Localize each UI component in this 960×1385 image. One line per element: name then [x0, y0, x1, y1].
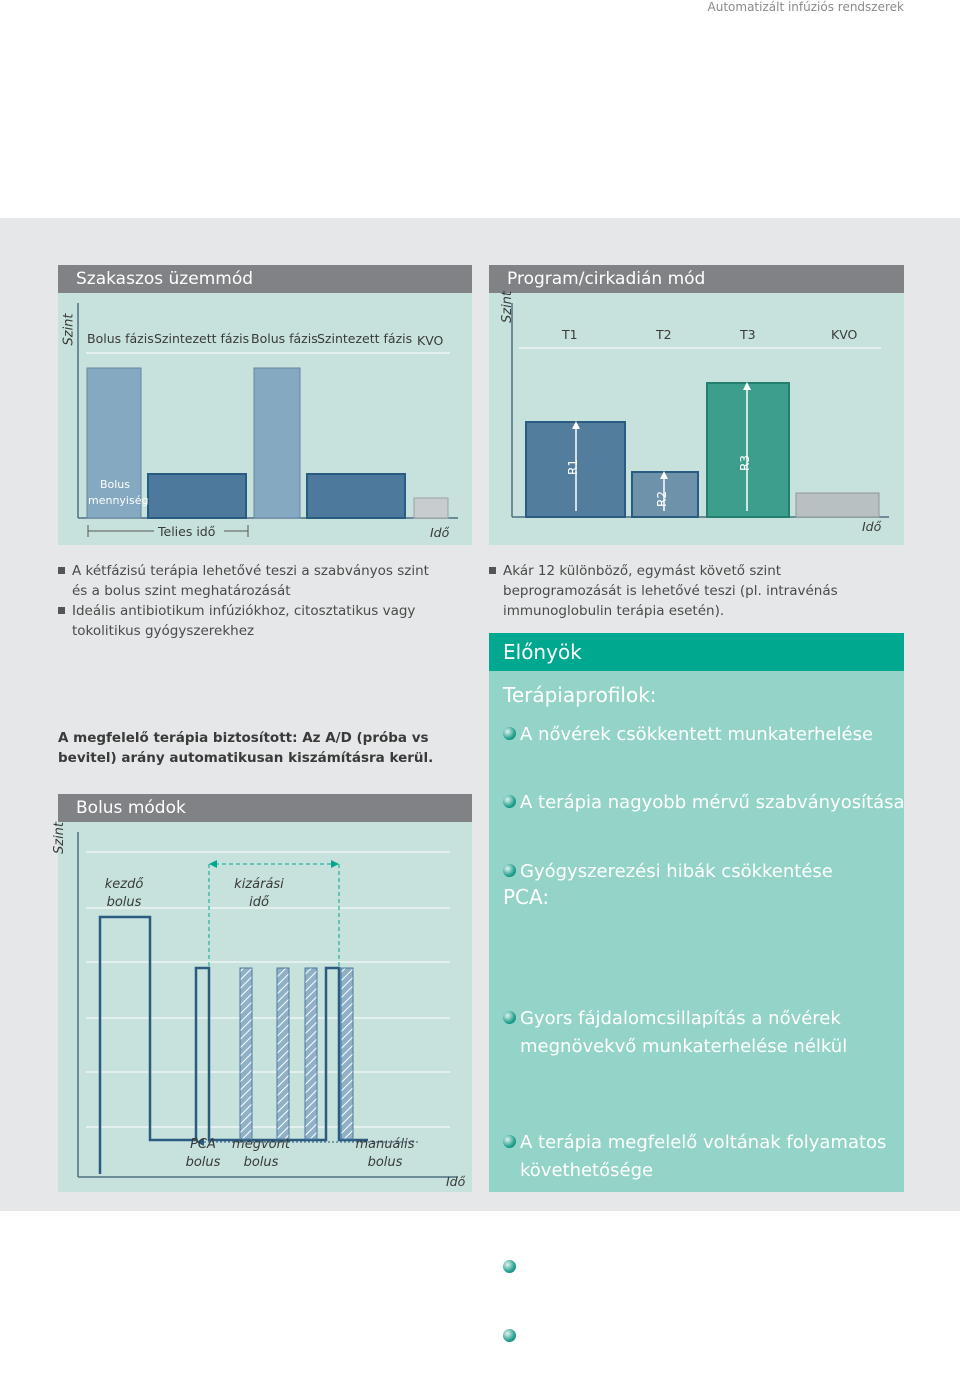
intermittent-bullets: [58, 561, 438, 641]
pca-benefit-1-line2: megnövekvő munkaterhelése nélkül: [520, 1036, 848, 1057]
bullet-dot-icon: [503, 1260, 516, 1273]
withdrawn-bolus-1: [240, 968, 252, 1139]
profile-benefit-3-text: Gyógyszerezési hibák csökkentése: [520, 861, 833, 882]
y-axis-label-text: Szint: [500, 290, 515, 323]
rate-label-r2: [655, 491, 669, 507]
y-axis-label: Szint: [61, 313, 77, 346]
manual-bolus-label: [350, 1136, 420, 1172]
pca-benefit-4-line1: [520, 1323, 918, 1357]
lockout-arrow-right: [331, 860, 339, 868]
profile-benefit-2-text: A terápia nagyobb mérvű szabványosítása: [520, 792, 905, 813]
rate-label-r3-text: R3: [738, 455, 752, 471]
program-mode-title: Program/cirkadián mód: [489, 265, 904, 293]
lockout-time-line1: kizárási: [234, 877, 284, 892]
profile-benefit-3: [503, 858, 918, 886]
kvo-bar: [796, 493, 879, 517]
pca-benefit-4-line2: Space eszközzel kompatibilis: [520, 1360, 781, 1381]
bullet-dot-icon: [503, 727, 516, 740]
level-bar-1: [148, 474, 246, 518]
bullet-item: Ideális antibiotikum infúziókhoz, citosztatikus vagy tokolitikus gyógyszerekhez: [58, 601, 438, 641]
rate-label-r1-text: R1: [566, 459, 580, 475]
phase-label-2: Szintezett fázis: [154, 331, 250, 346]
rate-label-r3: [738, 455, 752, 471]
pca-benefit-2-line1: A terápia megfelelő voltának folyamatos: [520, 1132, 887, 1153]
bullet-dot-icon: [503, 1011, 516, 1024]
profile-benefit-2: [503, 789, 918, 817]
x-axis-label: Idő: [430, 525, 450, 540]
pca-benefit-2-line2: követhetősége: [520, 1160, 654, 1181]
pca-benefit-4: [503, 1323, 918, 1385]
phase-label-t3: T3: [740, 327, 756, 342]
rate-label-r2-text: R2: [655, 491, 669, 507]
bolus-modes-chart: [52, 821, 472, 1192]
initial-bolus-line2: bolus: [106, 895, 142, 910]
telies-ido-label: Telies idő: [158, 524, 216, 539]
lockout-time-label: [226, 876, 292, 912]
pca-bolus-label: [178, 1136, 228, 1172]
phase-label-4: Szintezett fázis: [317, 331, 413, 346]
intermittent-mode-chart: [58, 293, 472, 545]
bullet-dot-icon: [503, 864, 516, 877]
rate-bar-r3: [707, 383, 789, 517]
phase-label-t1: T1: [562, 327, 578, 342]
profiles-heading: Terápiaprofilok:: [503, 683, 657, 707]
intermittent-mode-title: Szakaszos üzemmód: [58, 265, 472, 293]
phase-label-1: Bolus fázis: [87, 331, 154, 346]
withdrawn-bolus-label: [228, 1136, 294, 1172]
kvo-bar: [414, 498, 448, 518]
y-axis-label-text: Szint: [52, 821, 67, 854]
bullet-dot-icon: [503, 795, 516, 808]
pca-benefit-4-part1: Bármely Infusomat: [520, 1332, 691, 1353]
program-bullets: [489, 561, 894, 621]
pca-benefit-1-line1: Gyors fájdalomcsillapítás a nővérek: [520, 1008, 841, 1029]
lockout-arrow-left: [209, 860, 217, 868]
pca-benefit-2: [503, 1129, 918, 1185]
phase-label-kvo: KVO: [831, 327, 858, 342]
benefits-panel: [489, 671, 905, 1381]
benefits-title: Előnyök: [489, 633, 904, 671]
pca-heading: PCA:: [503, 885, 550, 909]
bolus-amount-label-line2: mennyiség: [88, 494, 149, 507]
manual-bolus-line2: bolus: [367, 1155, 403, 1170]
phase-label-3: Bolus fázis: [251, 331, 318, 346]
lockout-time-line2: idő: [249, 895, 269, 910]
registered-mark: ®: [690, 1330, 703, 1344]
withdrawn-bolus-line1: megvont: [232, 1137, 290, 1152]
level-bar-2: [307, 474, 405, 518]
withdrawn-bolus-4: [341, 968, 353, 1139]
x-axis-label: Idő: [862, 519, 882, 534]
initial-bolus-label: [98, 876, 150, 912]
withdrawn-bolus-line2: bolus: [243, 1155, 279, 1170]
therapy-note: A megfelelő terápia biztosított: Az A/D (próba vs bevitel) arány automatikusan kiszámításra kerül.: [58, 730, 434, 766]
bullet-dot-icon: [503, 1135, 516, 1148]
pca-bolus-line2: bolus: [185, 1155, 221, 1170]
registered-mark: ®: [892, 1330, 905, 1344]
profile-benefit-1-text: A nővérek csökkentett munkaterhelése: [520, 724, 874, 745]
initial-bolus-line1: kezdő: [104, 877, 144, 892]
bolus-modes-title: Bolus módok: [58, 794, 472, 822]
program-mode-chart: [489, 290, 904, 545]
pca-benefit-4-part2: Space vagy Perfusor: [702, 1332, 893, 1353]
pca-benefit-3: [503, 1254, 918, 1282]
y-axis-label: [52, 822, 67, 854]
x-axis-label: Idő: [446, 1174, 466, 1189]
pca-bolus-line1: PCA: [190, 1137, 216, 1152]
y-axis-label: [500, 291, 515, 323]
pca-benefit-3-text: Hatásos védelem a túladagolás ellen: [520, 1257, 853, 1278]
bullet-item: Akár 12 különböző, egymást követő szint beprogramozását is lehetővé teszi (pl. intravénás immunoglobulin terápia esetén).: [489, 561, 894, 621]
withdrawn-bolus-3: [305, 968, 317, 1139]
page-header: Automatizált infúziós rendszerek: [707, 0, 904, 14]
withdrawn-bolus-2: [277, 968, 289, 1139]
profile-benefit-1: [503, 721, 918, 749]
rate-label-r1: [566, 459, 580, 475]
bolus-bar-2: [254, 368, 300, 518]
bullet-item: A kétfázisú terápia lehetővé teszi a szabványos szint és a bolus szint meghatározását: [58, 561, 438, 601]
phase-label-kvo: KVO: [417, 333, 444, 348]
phase-label-t2: T2: [656, 327, 672, 342]
bolus-amount-label: [88, 477, 149, 509]
bolus-amount-label-line1: Bolus: [99, 478, 131, 491]
pca-benefit-1: [503, 1005, 918, 1061]
manual-bolus-line1: manuális: [355, 1137, 415, 1152]
bullet-dot-icon: [503, 1329, 516, 1342]
